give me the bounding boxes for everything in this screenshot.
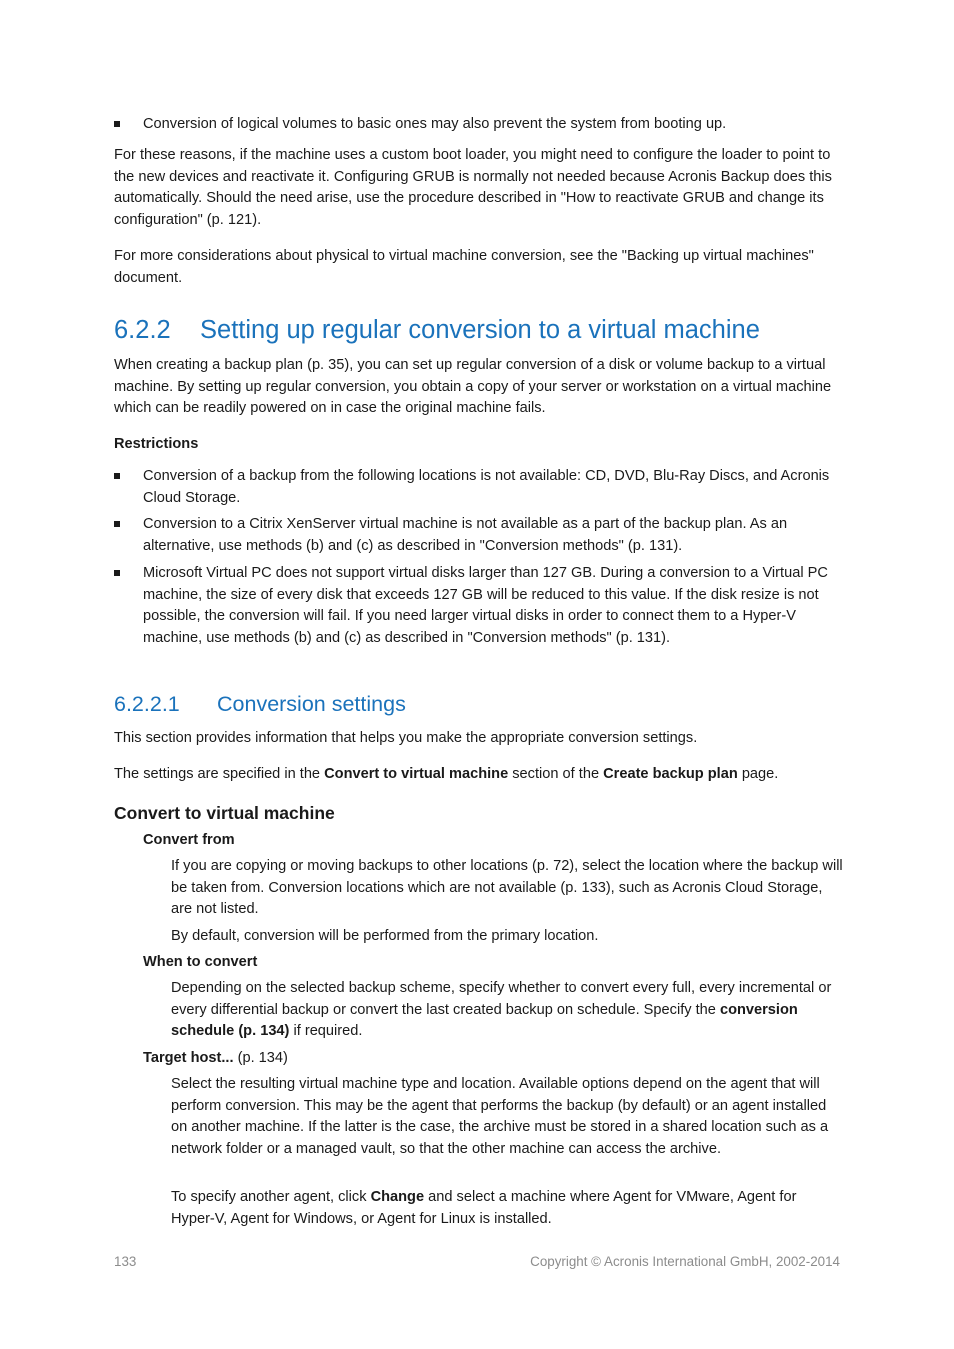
section-intro: When creating a backup plan (p. 35), you can set up regular conversion of a disk or volume backup to a virtual machine. By setting up regular conversion, you obtain a copy of your server or workstation on a virtual machine which can be readily powered on in case the original machine fails. [114, 357, 832, 417]
bullet-item [114, 114, 844, 136]
text-run: section of the [508, 766, 604, 782]
bullet-square-icon [114, 121, 120, 127]
target-host-label [143, 1048, 843, 1070]
restriction-item [114, 514, 844, 557]
restriction-text: Microsoft Virtual PC does not support virtual disks larger than 127 GB. During a conversion to a Virtual PC machine, the size of every disk that exceeds 127 GB will be reduced to this value. If the disk resize is not possible, the conversion will fail. If you need larger virtual disks in order to connect them to a Hyper-V machine, use methods (b) and (c) as described in "Conversion methods" (p. 131). [143, 565, 828, 646]
restriction-item [114, 466, 844, 509]
bold-term: Target host... [143, 1050, 234, 1066]
subsection-title: Conversion settings [217, 692, 406, 716]
convert-from-default: By default, conversion will be performed from the primary location. [171, 928, 599, 944]
when-to-convert-paragraph [171, 978, 843, 1043]
bullet-square-icon [114, 570, 120, 576]
page-reference: (p. 134) [233, 1050, 288, 1066]
bullet-text: Conversion of logical volumes to basic ones may also prevent the system from booting up. [143, 116, 727, 132]
restrictions-label: Restrictions [114, 436, 199, 452]
copyright-notice: Copyright © Acronis International GmbH, 2002-2014 [530, 1254, 840, 1269]
text-run: if required. [289, 1023, 363, 1040]
target-host-agent-paragraph [171, 1187, 843, 1230]
paragraph-considerations: For more considerations about physical to virtual machine conversion, see the "Backing up virtual machines" document. [114, 248, 814, 286]
subsection-heading [114, 691, 844, 717]
text-run: page. [737, 766, 779, 782]
subsection-paragraph-settings [114, 764, 844, 786]
convert-heading: Convert to virtual machine [114, 803, 335, 823]
bold-term: Change [370, 1189, 425, 1205]
convert-from-label: Convert from [143, 832, 235, 848]
restriction-text: Conversion of a backup from the following locations is not available: CD, DVD, Blu-Ray Discs, and Acronis Cloud Storage. [143, 468, 830, 506]
bold-term: Create backup plan [603, 766, 738, 782]
when-to-convert-label: When to convert [143, 954, 258, 970]
convert-from-paragraph: If you are copying or moving backups to other locations (p. 72), select the location where the backup will be taken from. Conversion locations which are not available (p. 133), such as Acronis Cloud Storage, are not listed. [171, 858, 843, 918]
section-heading [114, 315, 844, 345]
text-run: and select a machine where Agent for VMware, Agent for Hyper-V, Agent for Windows, or Agent for Linux is installed. [171, 1189, 797, 1227]
text-run: The settings are specified in the [114, 766, 325, 782]
text-run: Depending on the selected backup scheme, specify whether to convert every full, every incremental or every differential backup or convert the last created backup on schedule. Specify the [171, 980, 832, 1018]
restriction-item [114, 563, 844, 649]
page-number: 133 [114, 1254, 137, 1269]
subsection-paragraph: This section provides information that helps you make the appropriate conversion settings. [114, 730, 698, 746]
bold-term: Convert to virtual machine [324, 766, 509, 782]
target-host-paragraph: Select the resulting virtual machine type and location. Available options depend on the agent that will perform conversion. This may be the agent that performs the backup (by default) or an agent installed on another machine. If the latter is the case, the archive must be stored in a shared location such as a network folder or a managed vault, so that the other machine can access the archive. [171, 1076, 829, 1157]
text-run: To specify another agent, click [171, 1189, 371, 1205]
bullet-square-icon [114, 521, 120, 527]
subsection-number: 6.2.2.1 [114, 692, 180, 716]
section-title: Setting up regular conversion to a virtual machine [200, 316, 760, 344]
bold-term: conversion schedule (p. 134) [171, 1001, 798, 1040]
section-number: 6.2.2 [114, 316, 171, 344]
bullet-square-icon [114, 473, 120, 479]
restriction-text: Conversion to a Citrix XenServer virtual machine is not available as a part of the backup plan. As an alternative, use methods (b) and (c) as described in "Conversion methods" (p. 131). [143, 516, 788, 554]
paragraph-boot-loader: For these reasons, if the machine uses a custom boot loader, you might need to configure the loader to point to the new devices and reactivate it. Configuring GRUB is normally not needed because Acronis Backup does this automatically. Should the need arise, use the procedure described in "How to reactivate GRUB and change its configuration" (p. 121). [114, 147, 832, 228]
